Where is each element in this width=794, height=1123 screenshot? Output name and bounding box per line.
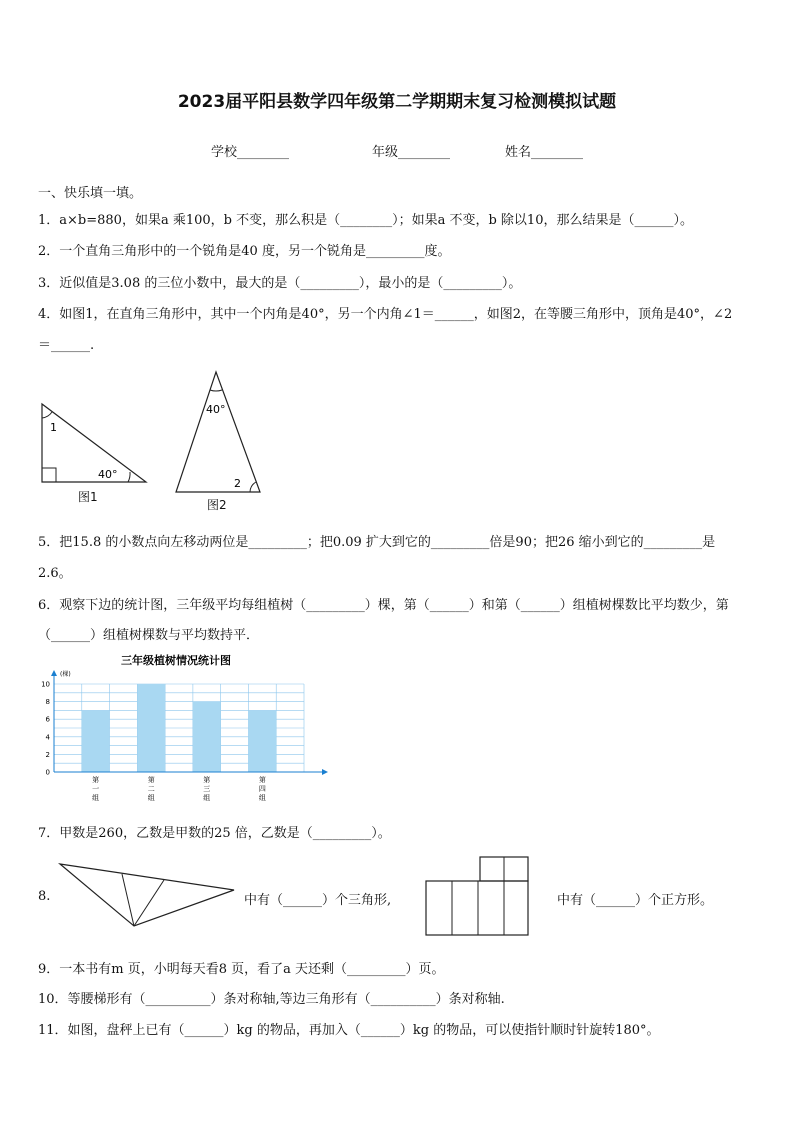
question-6-cont: （______）组植树棵数与平均数持平．: [38, 628, 260, 643]
chart-x-label: 第一组: [92, 776, 100, 802]
question-3: 3．近似值是3.08 的三位小数中，最大的是（_________），最小的是（_________）。: [38, 276, 522, 291]
figure-1-right-triangle: [36, 398, 156, 488]
chart-ytick-label: 8: [45, 698, 50, 707]
chart-ytick-label: 4: [45, 733, 50, 742]
chart-bar: [248, 710, 276, 772]
question-1: 1．a×b=880，如果a 乘100，b 不变，那么积是（________）；如果a 不变，b 除以10，那么结果是（______）。: [38, 213, 693, 228]
chart-x-label: 第三组: [203, 776, 211, 802]
page-title: 2023届平阳县数学四年级第二学期期末复习检测模拟试题: [177, 92, 617, 112]
question-4: 4．如图1，在直角三角形中，其中一个内角是40°，另一个内角∠1＝______，如图2，在等腰三角形中，顶角是40°，∠2: [38, 307, 733, 322]
question-9: 9．一本书有m 页，小明每天看8 页，看了a 天还剩（_________）页。: [38, 962, 445, 977]
chart-bar: [137, 684, 165, 772]
question-5-cont: 2.6。: [38, 566, 72, 581]
grade-field: 年级________: [372, 145, 451, 160]
fig1-angle-40: 40°: [98, 468, 118, 481]
question-4-cont: ＝______.: [38, 338, 95, 353]
figure-2-isosceles-triangle: [172, 368, 264, 496]
question-8-number: 8.: [38, 889, 51, 904]
question-8-squares: 中有（______）个正方形。: [557, 893, 714, 908]
fig1-angle-1: 1: [50, 421, 57, 434]
chart-bar: [82, 710, 110, 772]
square-count-figure: [424, 855, 530, 937]
tree-planting-bar-chart: [38, 648, 328, 810]
chart-ytick-label: 0: [45, 768, 50, 777]
section-heading: 一、快乐填一填。: [38, 186, 143, 201]
school-field: 学校________: [211, 145, 290, 160]
chart-ytick-label: 6: [45, 715, 50, 724]
question-6: 6．观察下边的统计图，三年级平均每组植树（_________）棵，第（______）和第（______）组植树棵数比平均数少，第: [38, 598, 729, 613]
figure-2-label: 图2: [207, 498, 227, 512]
question-11: 11．如图，盘秤上已有（______）kg 的物品，再加入（______）kg 的物品，可以使指针顺时针旋转180°。: [38, 1023, 660, 1038]
question-10: 10．等腰梯形有（__________）条对称轴,等边三角形有（__________）条对称轴.: [38, 992, 505, 1007]
chart-bar: [193, 702, 221, 772]
chart-ytick-label: 2: [45, 750, 50, 759]
chart-ylabel: (棵): [60, 671, 71, 678]
chart-title: 三年级植树情况统计图: [121, 654, 231, 667]
question-8-triangles: 中有（______）个三角形,: [244, 893, 392, 908]
triangle-count-figure: [58, 862, 236, 930]
figure-1-label: 图1: [78, 490, 98, 504]
fig2-angle-2: 2: [234, 477, 241, 490]
question-2: 2．一个直角三角形中的一个锐角是40 度，另一个锐角是_________度。: [38, 244, 451, 259]
name-field: 姓名________: [505, 145, 584, 160]
chart-x-label: 第四组: [258, 776, 266, 802]
chart-ytick-label: 10: [41, 680, 50, 689]
question-5: 5．把15.8 的小数点向左移动两位是_________；把0.09 扩大到它的_________倍是90；把26 缩小到它的_________是: [38, 535, 716, 550]
question-7: 7．甲数是260，乙数是甲数的25 倍，乙数是（_________）。: [38, 826, 391, 841]
fig2-angle-40: 40°: [206, 403, 226, 416]
chart-x-label: 第二组: [147, 776, 155, 802]
